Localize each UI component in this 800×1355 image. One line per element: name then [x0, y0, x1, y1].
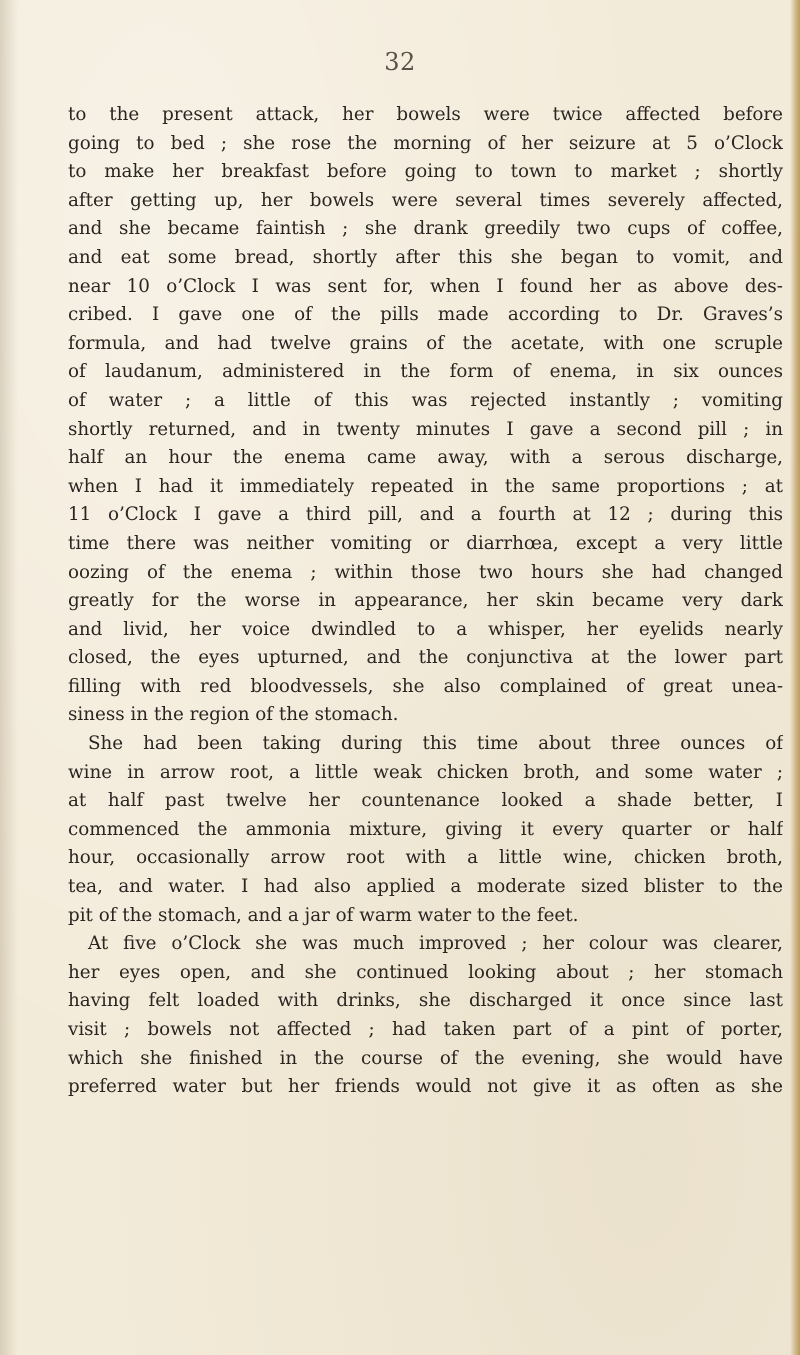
- text-line: and eat some bread, shortly after this she began to vomit, and: [68, 246, 783, 268]
- text-line: visit ; bowels not affected ; had taken part of a pint of porter,: [68, 1019, 783, 1040]
- text-line: formula, and had twelve grains of the acetate, with one scruple: [68, 332, 783, 354]
- text-line: near 10 o’Clock I was sent for, when I found her as above des-: [68, 275, 783, 297]
- text-line: having felt loaded with drinks, she discharged it once since last: [68, 990, 783, 1012]
- text-line: and she became faintish ; she drank greedily two cups of coffee,: [68, 218, 783, 240]
- text-line: 11 o’Clock I gave a third pill, and a fourth at 12 ; during this: [68, 504, 783, 526]
- text-line: to make her breakfast before going to town to market ; shortly: [68, 161, 783, 183]
- body-text: [68, 101, 783, 1102]
- text-line: cribed. I gave one of the pills made according to Dr. Graves’s: [68, 304, 783, 326]
- text-line: closed, the eyes upturned, and the conjunctiva at the lower part: [68, 647, 783, 669]
- text-line: of water ; a little of this was rejected instantly ; vomiting: [68, 389, 783, 411]
- text-line: when I had it immediately repeated in the same proportions ; at: [68, 475, 783, 497]
- text-line: greatly for the worse in appearance, her skin became very dark: [68, 590, 783, 612]
- text-line: She had been taking during this time about three ounces of: [88, 733, 783, 755]
- text-line: half an hour the enema came away, with a serous discharge,: [68, 447, 783, 469]
- text-line: hour, occasionally arrow root with a little wine, chicken broth,: [68, 847, 783, 869]
- page-number: 32: [384, 48, 416, 76]
- text-line: time there was neither vomiting or diarrhœa, except a very little: [68, 532, 783, 554]
- text-line: At five o’Clock she was much improved ; her colour was clearer,: [88, 933, 783, 955]
- text-line: of laudanum, administered in the form of enema, in six ounces: [68, 361, 783, 383]
- text-line: which she finished in the course of the evening, she would have: [68, 1047, 783, 1069]
- text-line: going to bed ; she rose the morning of her seizure at 5 o’Clock: [68, 132, 783, 154]
- text-line: oozing of the enema ; within those two hours she had changed: [68, 561, 783, 583]
- text-line: shortly returned, and in twenty minutes I gave a second pill ; in: [68, 418, 783, 440]
- text-line: siness in the region of the stomach.: [68, 704, 399, 726]
- text-line: after getting up, her bowels were several times severely affected,: [68, 189, 783, 211]
- text-line: filling with red bloodvessels, she also complained of great unea-: [68, 675, 783, 697]
- text-line: and livid, her voice dwindled to a whisper, her eyelids nearly: [68, 618, 783, 640]
- page-edge: [790, 0, 800, 1355]
- text-line: preferred water but her friends would not give it as often as she: [68, 1076, 783, 1098]
- text-line: at half past twelve her countenance looked a shade better, I: [68, 790, 783, 812]
- text-line: to the present attack, her bowels were twice affected before: [68, 104, 783, 125]
- text-line: wine in arrow root, a little weak chicken broth, and some water ;: [68, 761, 783, 783]
- text-line: pit of the stomach, and a jar of warm water to the feet.: [68, 904, 579, 926]
- text-line: her eyes open, and she continued looking about ; her stomach: [68, 961, 783, 983]
- text-line: tea, and water. I had also applied a moderate sized blister to the: [68, 876, 783, 898]
- text-line: commenced the ammonia mixture, giving it every quarter or half: [68, 818, 783, 840]
- page-gutter-shadow: [0, 0, 18, 1355]
